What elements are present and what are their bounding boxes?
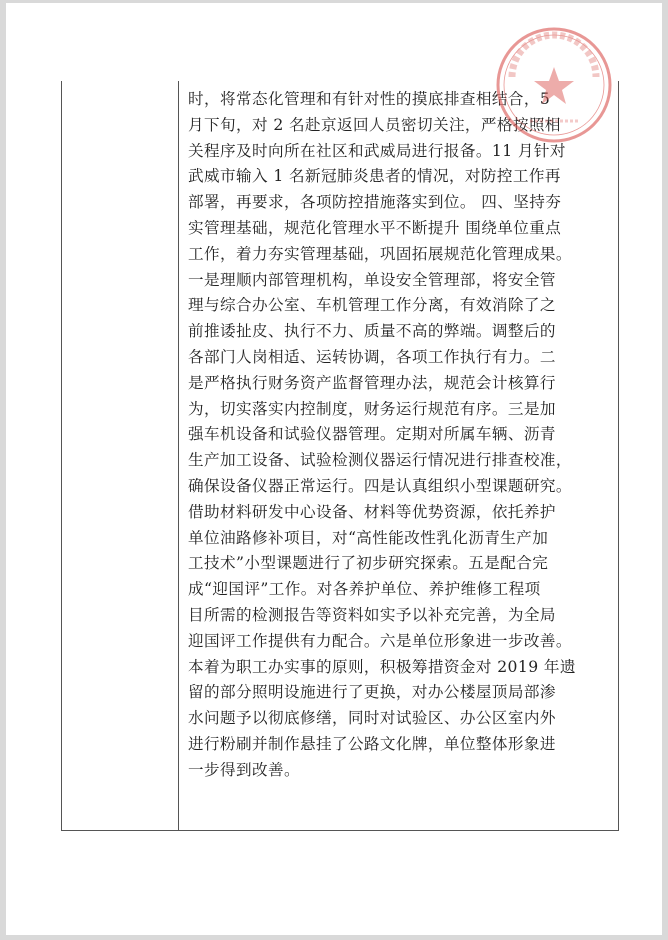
text-line: 理与综合办公室、车机管理工作分离，有效消除了之 (188, 296, 556, 315)
text-line: 工作，着力夯实管理基础，巩固拓展规范化管理成果。 (188, 244, 572, 263)
text-line: 进行粉刷并制作悬挂了公路文化牌，单位整体形象进 (188, 734, 556, 753)
text-line: 武威市输入 1 名新冠肺炎患者的情况，对防控工作再 (188, 167, 561, 186)
document-page (6, 3, 662, 935)
text-line: 各部门人岗相适、运转协调，各项工作执行有力。二 (188, 347, 556, 366)
text-line: 一步得到改善。 (188, 760, 300, 779)
text-line: 前推诿扯皮、执行不力、质量不高的弊端。调整后的 (188, 322, 556, 341)
text-line: 时，将常态化管理和有针对性的摸底排查相结合，5 (188, 90, 551, 108)
text-line: 留的部分照明设施进行了更换，对办公楼屋顶局部渗 (188, 683, 556, 702)
text-line: 借助材料研发中心设备、材料等优势资源，依托养护 (188, 502, 556, 521)
text-line: 工技术”小型课题进行了初步研究探索。五是配合完 (188, 554, 549, 573)
text-line: 目所需的检测报告等资料如实予以补充完善，为全局 (188, 605, 556, 624)
text-line: 月下旬，对 2 名赴京返回人员密切关注，严格按照相 (188, 115, 561, 134)
text-line: 为，切实落实内控制度，财务运行规范有序。三是加 (188, 399, 556, 418)
text-line: 实管理基础，规范化管理水平不断提升 围绕单位重点 (188, 218, 562, 237)
text-line: 水问题予以彻底修缮，同时对试验区、办公区室内外 (188, 709, 556, 728)
body-text (188, 87, 616, 784)
text-line: 强车机设备和试验仪器管理。定期对所属车辆、沥青 (188, 425, 556, 444)
seal-star-icon (534, 67, 574, 104)
text-line: 确保设备仪器正常运行。四是认真组织小型课题研究。 (188, 476, 572, 495)
text-line: 迎国评工作提供有力配合。六是单位形象进一步改善。 (188, 631, 572, 650)
text-line: 关程序及时向所在社区和武威局进行报备。11 月针对 (188, 141, 566, 160)
form-table (61, 81, 619, 831)
text-line: 一是理顺内部管理机构，单设安全管理部，将安全管 (188, 270, 556, 289)
table-label-column (62, 81, 179, 830)
text-line: 生产加工设备、试验检测仪器运行情况进行排查校准， (188, 451, 572, 470)
text-line: 部署，再要求，各项防控措施落实到位。 四、坚持夯 (188, 193, 562, 212)
text-line: 是严格执行财务资产监督管理办法，规范会计核算行 (188, 373, 556, 392)
text-line: 单位油路修补项目，对“高性能改性乳化沥青生产加 (188, 528, 549, 547)
text-line: 本着为职工办实事的原则，积极筹措资金对 2019 年遗 (188, 657, 576, 676)
text-line: 成“迎国评”工作。对各养护单位、养护维修工程项 (188, 580, 541, 599)
official-seal-icon (494, 25, 614, 145)
table-content-column (179, 81, 618, 830)
